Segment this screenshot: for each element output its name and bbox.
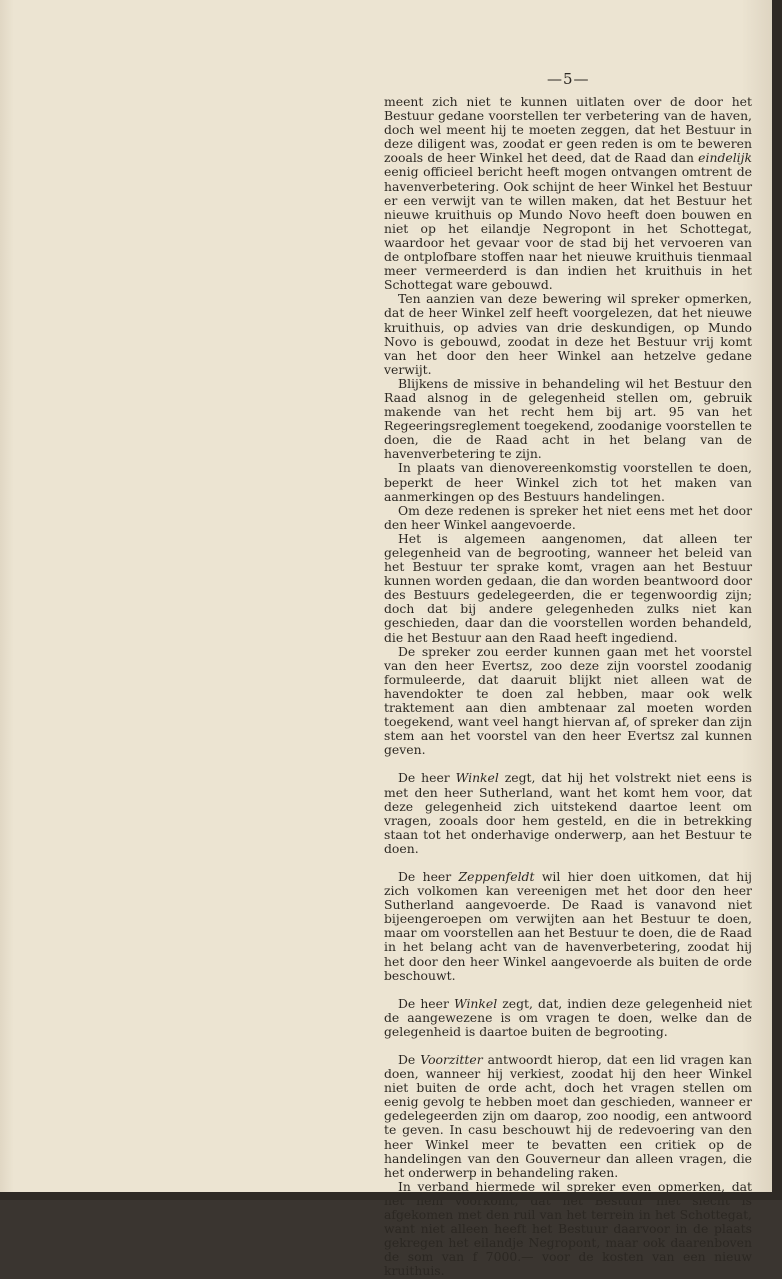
text-run: zegt, dat hij het volstrekt niet eens is met den heer Sutherland, want het komt hem voor, dat deze gelegenheid zich uitstekend daartoe leent om vragen, zooals door hem gesteld, en die in betrekking staan tot het onderhavige onderwerp, aan het Bestuur te doen. [384,770,752,855]
text-run: meent zich niet te kunnen uitlaten over de door het Bestuur gedane voorstellen ter verbetering van de haven, doch wel meent hij te moeten zeggen, dat het Bestuur in deze diligent was, zoodat er geen reden is om te beweren zooals de heer Winkel het deed, dat de Raad dan [384,94,752,165]
paragraph [384,771,752,856]
paragraph [384,377,752,462]
paragraph [384,997,752,1039]
scan-border-right [772,0,782,1200]
text-run: Om deze redenen is spreker het niet eens met het door den heer Winkel aangevoerde. [384,503,752,532]
text-body [384,95,752,1279]
scan-border-bottom [0,1192,782,1200]
text-run: Ten aanzien van deze bewering wil spreker opmerken, dat de heer Winkel zelf heeft voorgelezen, dat het nieuwe kruithuis, op advies van drie deskundigen, op Mundo Novo is gebouwd, zoodat in deze het Bestuur vrij komt van het door den heer Winkel aan hetzelve gedane verwijt. [384,291,752,376]
text-run: Blijkens de missive in behandeling wil het Bestuur den Raad alsnog in de gelegenheid stellen om, gebruik makende van het recht hem bij art. 95 van het Regeeringsreglement toegekend, zoodanige voorstellen te doen, die de Raad acht in het belang van de havenverbetering te zijn. [384,376,752,461]
paragraph [384,532,752,645]
paragraph [384,504,752,532]
text-run: De heer [398,869,459,884]
paragraph [384,645,752,758]
paragraph [384,461,752,503]
text-run: antwoordt hierop, dat een lid vragen kan doen, wanneer hij verkiest, zoodat hij den heer Winkel niet buiten de orde acht, doch het vragen stellen om eenig gevolg te hebben moet dan geschieden, wanneer er gedelegeerden zijn om daarop, zoo noodig, een antwoord te geven. In casu beschouwt hij de redevoering van den heer Winkel meer te bevatten een critiek op de handelingen van den Gouverneur dan alleen vragen, die het onderwerp in behandeling raken. [384,1052,752,1180]
text-run: De heer [398,770,456,785]
page-number: —5— [547,70,590,88]
paragraph [384,95,752,292]
paragraph [384,1053,752,1180]
text-run: Het is algemeen aangenomen, dat alleen ter gelegenheid van de begrooting, wanneer het beleid van het Bestuur ter sprake komt, vragen aan het Bestuur kunnen worden gedaan, die dan worden beantwoord door des Bestuurs gedelegeerden, die er tegenwoordig zijn; doch dat bij andere gelegenheden zulks niet kan geschieden, daar dan die voorstellen worden behandeld, die het Bestuur aan den Raad heeft ingediend. [384,531,752,645]
speaker-name: Zeppenfeldt [459,869,535,884]
text-run: zegt, dat, indien deze gelegenheid niet de aangewezene is om vragen te doen, welke dan de gelegenheid is daartoe buiten de begrooting. [384,996,752,1039]
text-run: De spreker zou eerder kunnen gaan met het voorstel van den heer Evertsz, zoo deze zijn voorstel zoodanig formuleerde, dat daaruit blijkt niet alleen wat de havendokter te doen zal hebben, maar ook welk traktement aan dien ambtenaar zal moeten worden toegekend, want veel hangt hiervan af, of spreker dan zijn stem aan het voorstel van den heer Evertsz zal kunnen geven. [384,644,752,758]
speaker-name: eindelijk [698,150,752,165]
paragraph [384,292,752,377]
speaker-name: Winkel [454,996,497,1011]
text-run: In plaats van dienovereenkomstig voorstellen te doen, beperkt de heer Winkel zich tot het maken van aanmerkingen op des Bestuurs handelingen. [384,460,752,503]
text-run: eenig officieel bericht heeft mogen ontvangen omtrent de havenverbetering. Ook schijnt de heer Winkel het Bestuur er een verwijt van te willen maken, dat het Bestuur het nieuwe kruithuis op Mundo Novo heeft doen bouwen en niet op het eilandje Negropont in het Schottegat, waardoor het gevaar voor de stad bij het vervoeren van de ontplofbare stoffen naar het nieuwe kruithuis tienmaal meer vermeerderd is dan indien het kruithuis in het Schottegat ware gebouwd. [384,164,752,292]
speaker-name: Voorzitter [420,1052,482,1067]
text-run: De heer [398,996,454,1011]
text-run: De [398,1052,420,1067]
text-run: In verband hiermede wil spreker even opmerken, dat het hem voorkomt, dat het Bestuur niet slecht is afgekomen met den ruil van het terrein in het Schottegat, want niet alleen heeft het Bestuur daarvoor in de plaats gekregen het eilandje Negropont, maar ook daarenboven de som van f 7000.— voor de kosten van een nieuw [384,1179,752,1279]
text-run: wil hier doen uitkomen, dat hij zich volkomen kan vereenigen met het door den heer Sutherland aangevoerde. De Raad is vanavond niet bijeengeroepen om verwijten aan het Bestuur te doen, maar om voorstellen aan het Bestuur te doen, die de Raad in het belang acht van de havenverbetering, zoodat hij het door den heer Winkel aangevoerde als buiten de orde beschouwt. [384,869,752,983]
speaker-name: Winkel [456,770,499,785]
paragraph [384,870,752,983]
